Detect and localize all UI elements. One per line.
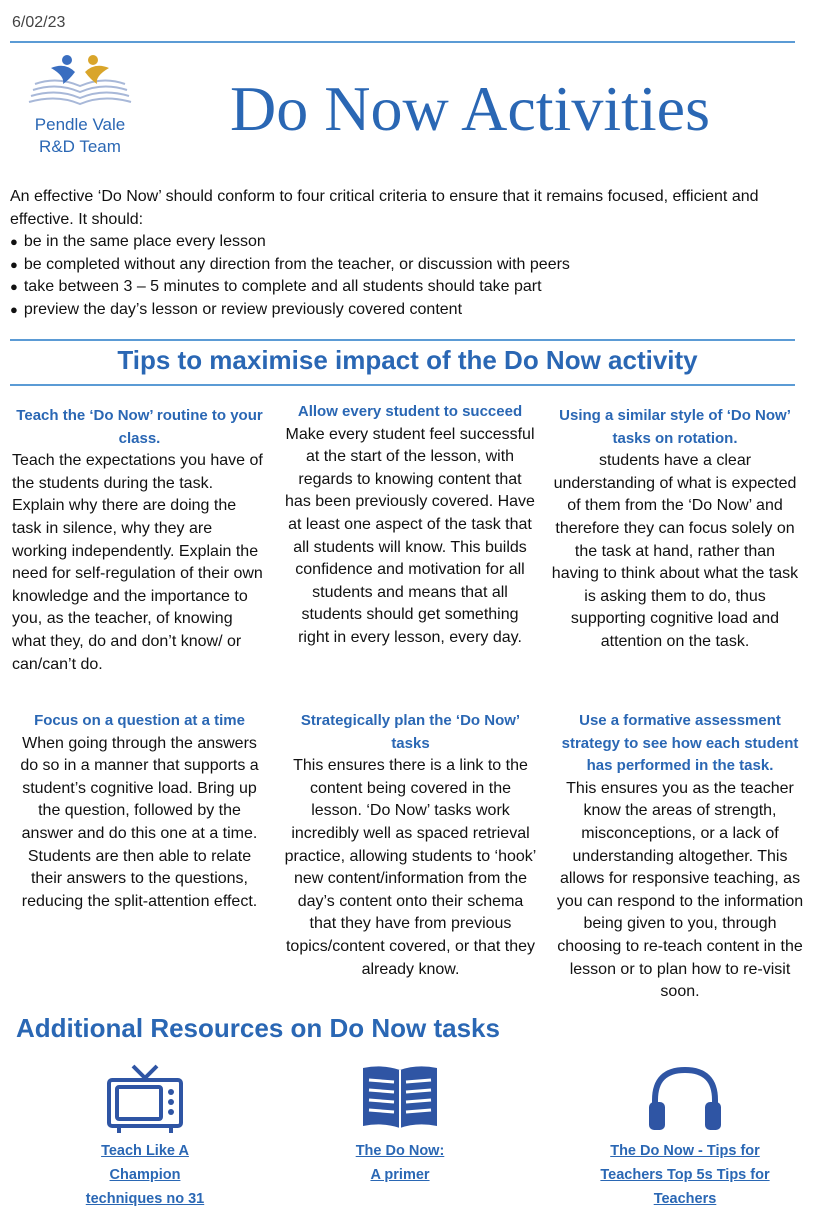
intro-text: An effective ‘Do Now’ should conform to four critical criteria to ensure that it remains focused, efficient and effective. It should:	[10, 188, 759, 228]
tip-body: This ensures there is a link to the content being covered in the lesson. ‘Do Now’ tasks work incredibly well as spaced retrieval practice, allowing students to ‘hook’ new content/information from the day’s content onto their schema that they have from previous topics/content covered, or that they already know.	[284, 757, 537, 978]
tips-heading: Tips to maximise impact of the Do Now activity	[117, 345, 698, 375]
resource-link[interactable]: The Do Now - Tips for Teachers Top 5s Tips for Teachers	[600, 1143, 770, 1207]
top-divider	[10, 41, 795, 43]
book-icon	[357, 1062, 443, 1134]
tip-title: Using a similar style of ‘Do Now’ tasks on rotation.	[559, 407, 791, 447]
tip-body: Make every student feel successful at the start of the lesson, with regards to knowing content that has been previously covered. Have at least one aspect of the task that all students will know. This builds confidence and motivation for all students and means that all students should get something right in every lesson, every day.	[285, 425, 535, 646]
resource-item[interactable]	[300, 1062, 500, 1187]
list-item: ● be in the same place every lesson	[10, 231, 790, 254]
tip-title: Strategically plan the ‘Do Now’ tasks	[300, 712, 521, 752]
logo-line-1: Pendle Vale	[34, 115, 126, 134]
logo	[20, 50, 140, 165]
resources-heading: Additional Resources on Do Now tasks	[16, 1013, 500, 1043]
tip-card	[12, 710, 267, 913]
list-item: ● be completed without any direction from the teacher, or discussion with peers	[10, 254, 790, 277]
intro-section	[10, 186, 790, 322]
headphones-icon	[645, 1062, 725, 1134]
tip-card	[550, 710, 810, 1004]
date: 6/02/23	[12, 14, 66, 31]
tip-body: When going through the answers do so in a manner that supports a student’s cognitive load. Bring up the question, followed by the answer and do this one at a time. Students are then able to relate their answers to the questions, reducing the split-attention effect.	[20, 734, 259, 910]
tip-title: Use a formative assessment strategy to see how each student has performed in the task.	[561, 712, 799, 775]
tip-body: Teach the expectations you have of the students during the task. Explain why there are doing the task in silence, why they are working independently. Explain the need for self-regulation of their own knowledge and the importance to you, as the teacher, of knowing what they, do and don’t know/ or can/can’t do.	[12, 452, 263, 673]
tip-body: students have a clear understanding of what is expected of them from the ‘Do Now’ and therefore they can focus solely on the task at hand, rather than having to think about what the task is asking them to do, thus supporting cognitive load and attention on the task.	[551, 452, 799, 650]
tip-body: This ensures you as the teacher know the areas of strength, misconceptions, or a lack of understanding altogether. This allows for responsive teaching, as you can respond to the information being given to you, through choosing to re-teach content in the lesson or to plan how to re-visit soon.	[556, 779, 804, 1001]
tip-card	[550, 405, 800, 654]
school-logo-icon	[25, 50, 135, 114]
tip-card	[285, 401, 535, 650]
tip-title: Allow every student to succeed	[297, 403, 523, 420]
criteria-list	[10, 231, 790, 321]
logo-line-2: R&D Team	[39, 137, 121, 156]
resource-link[interactable]: Teach Like A Champion techniques no 31	[85, 1143, 205, 1207]
list-item: ● preview the day’s lesson or review previously covered content	[10, 299, 790, 322]
list-item: ● take between 3 – 5 minutes to complete and all students should take part	[10, 276, 790, 299]
resource-link[interactable]: The Do Now: A primer	[355, 1143, 445, 1183]
divider	[10, 339, 795, 341]
tv-icon	[105, 1062, 185, 1134]
tip-title: Teach the ‘Do Now’ routine to your class.	[16, 407, 263, 447]
tip-title: Focus on a question at a time	[34, 712, 245, 729]
resource-item[interactable]	[585, 1062, 785, 1211]
tip-card	[283, 710, 538, 981]
page-title: Do Now Activities	[230, 73, 710, 144]
divider	[10, 384, 795, 386]
tip-card	[12, 405, 267, 676]
resource-item[interactable]	[45, 1062, 245, 1211]
